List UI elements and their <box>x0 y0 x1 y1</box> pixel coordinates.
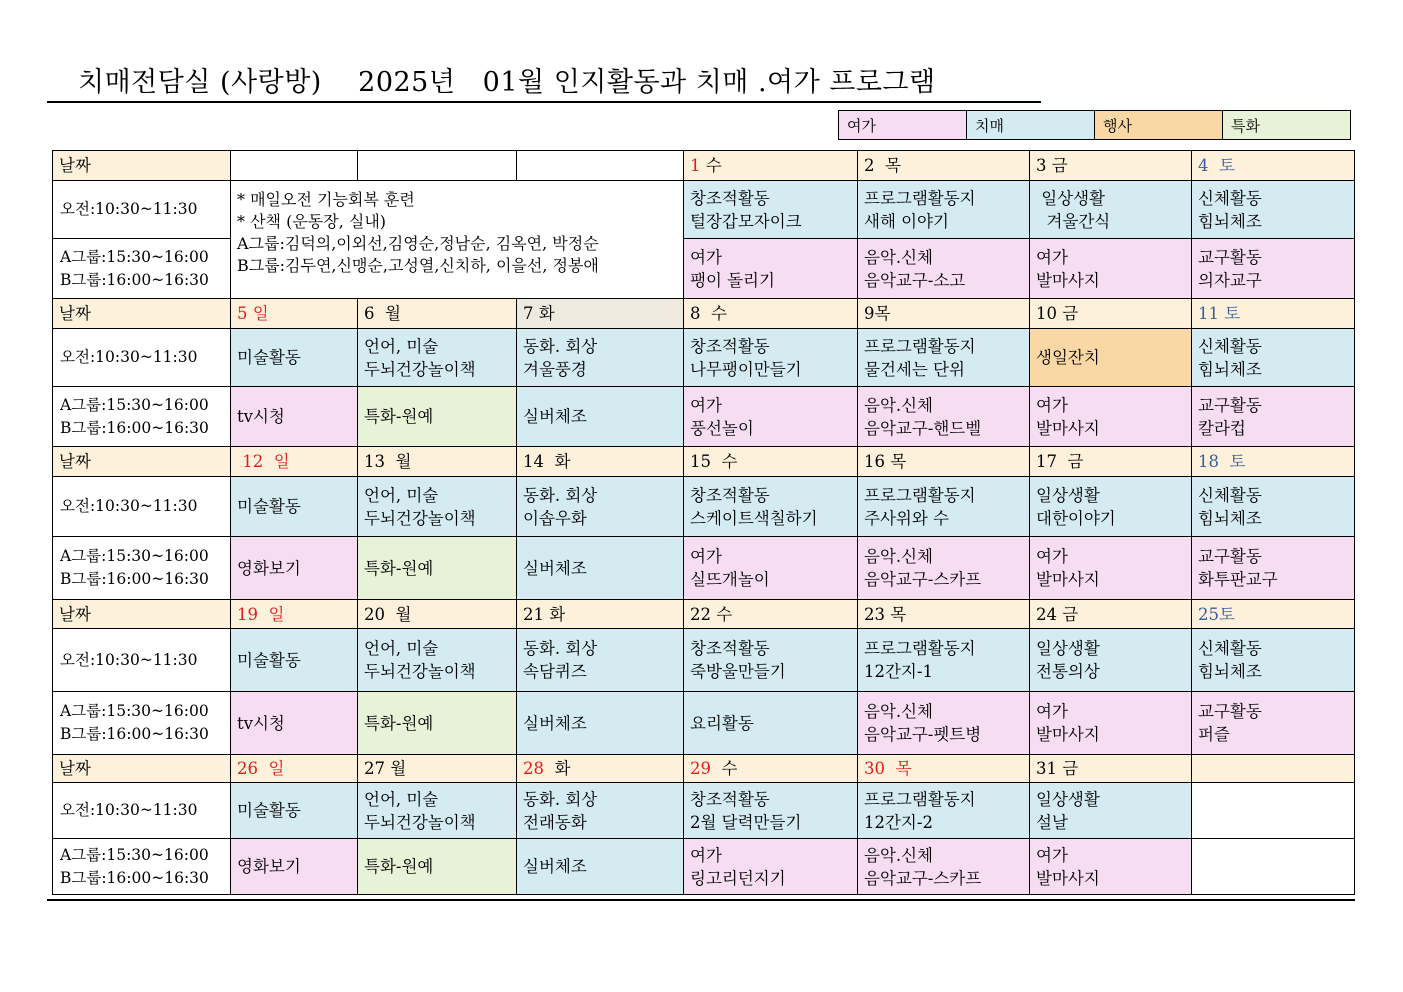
activity-line: 일상생활 <box>1036 188 1106 208</box>
legend-teukhwa: 특화 <box>1223 111 1351 140</box>
activity-line: 나무팽이만들기 <box>690 359 802 379</box>
date-row <box>53 299 1355 329</box>
date-text: 11 토 <box>1198 304 1241 323</box>
activity-line: 의자교구 <box>1198 270 1262 290</box>
page-title: 치매전담실 (사랑방) 2025년 01월 인지활동과 치매 .여가 프로그램 <box>78 67 936 98</box>
afternoon-activity <box>231 839 358 895</box>
date-row <box>53 600 1355 629</box>
date-row <box>53 151 1355 181</box>
afternoon-activity <box>1030 387 1192 447</box>
morning-activity <box>1192 477 1355 537</box>
activity-line: 교구활동 <box>1198 547 1262 566</box>
date-label: 날짜 <box>53 447 231 477</box>
date-cell <box>684 755 858 783</box>
activity-line: 음악교구-소고 <box>864 270 966 290</box>
date-cell <box>358 755 517 783</box>
date-row <box>53 755 1355 783</box>
morning-time: 오전:10:30~11:30 <box>53 783 231 839</box>
date-text: 27 월 <box>364 759 407 778</box>
activity-line: 동화. 회상 <box>523 639 598 658</box>
date-text: 19 일 <box>237 604 285 624</box>
morning-activity <box>858 477 1030 537</box>
afternoon-activity <box>231 387 358 447</box>
legend-yeoga: 여가 <box>839 111 967 140</box>
activity-line: 특화-원예 <box>364 407 434 426</box>
morning-row <box>53 629 1355 692</box>
date-cell <box>517 447 684 477</box>
activity-line: 발마사지 <box>1036 270 1100 290</box>
group-time: A그룹:15:30~16:00 <box>60 547 209 565</box>
morning-time: 오전:10:30~11:30 <box>53 329 231 387</box>
date-cell <box>1192 447 1355 477</box>
date-text: 25토 <box>1198 604 1235 624</box>
activity-line: 요리활동 <box>690 713 754 733</box>
morning-activity <box>231 629 358 692</box>
group-time: B그룹:16:00~16:30 <box>60 418 209 437</box>
afternoon-activity <box>1030 839 1192 895</box>
morning-activity <box>1192 329 1355 387</box>
activity-line: 주사위와 수 <box>864 508 949 528</box>
activity-line: 대한이야기 <box>1036 508 1116 528</box>
afternoon-activity <box>1030 239 1192 299</box>
morning-activity <box>684 477 858 537</box>
activity-line: 전래동화 <box>523 812 587 832</box>
activity-line: 음악교구-핸드벨 <box>864 418 982 438</box>
activity-line: 두뇌건강놀이책 <box>364 508 476 528</box>
date-text: 17 금 <box>1036 452 1084 471</box>
activity-line: 여가 <box>1036 547 1068 566</box>
activity-line: 힘뇌체조 <box>1198 508 1262 528</box>
activity-line: 언어, 미술 <box>364 789 439 809</box>
note-line: A그룹:김덕의,이외선,김영순,정남순, 김옥연, 박정순 <box>237 234 599 253</box>
activity-line: 생일잔치 <box>1036 348 1100 367</box>
activity-line: 언어, 미술 <box>364 336 439 356</box>
date-text: 23 목 <box>864 604 907 624</box>
activity-line: 미술활동 <box>237 650 301 670</box>
morning-activity <box>517 477 684 537</box>
date-text: 14 화 <box>523 452 571 471</box>
morning-time: 오전:10:30~11:30 <box>53 477 231 537</box>
date-text: 7 화 <box>523 304 555 323</box>
activity-line: 음악교구-펫트병 <box>864 725 982 744</box>
activity-line: 프로그램활동지 <box>864 188 976 208</box>
morning-activity <box>517 629 684 692</box>
afternoon-row <box>53 537 1355 600</box>
activity-line: 설날 <box>1036 812 1068 832</box>
activity-line: 특화-원예 <box>364 558 434 578</box>
activity-line: tv시청 <box>237 713 285 733</box>
date-text: 24 금 <box>1036 604 1079 624</box>
date-cell <box>858 151 1030 181</box>
group-time: B그룹:16:00~16:30 <box>60 270 209 289</box>
activity-line: 발마사지 <box>1036 725 1100 744</box>
morning-activity <box>358 629 517 692</box>
date-text: 3 금 <box>1036 156 1068 175</box>
activity-line: 퍼즐 <box>1198 725 1230 744</box>
activity-line: 스케이트색칠하기 <box>690 508 818 528</box>
date-number: 29 <box>690 759 711 778</box>
activity-line: 일상생활 <box>1036 639 1100 658</box>
activity-line: 동화. 회상 <box>523 789 598 809</box>
activity-line: 음악.신체 <box>864 247 934 267</box>
activity-line: 창조적활동 <box>690 188 770 208</box>
date-cell <box>517 755 684 783</box>
activity-line: 실버체조 <box>523 713 587 733</box>
activity-line: 여가 <box>690 395 722 415</box>
afternoon-activity <box>684 692 858 755</box>
schedule-table <box>52 150 1355 895</box>
date-row <box>53 447 1355 477</box>
group-time: A그룹:15:30~16:00 <box>60 395 209 414</box>
date-text: 30 목 <box>864 759 912 778</box>
morning-activity <box>358 783 517 839</box>
date-text: 26 일 <box>237 759 285 778</box>
date-cell <box>1030 299 1192 329</box>
date-cell <box>858 755 1030 783</box>
activity-line: 12간지-2 <box>864 812 933 832</box>
activity-line: 미술활동 <box>237 348 301 367</box>
group-time: B그룹:16:00~16:30 <box>60 570 209 588</box>
activity-line: 두뇌건강놀이책 <box>364 359 476 379</box>
morning-activity <box>1192 629 1355 692</box>
morning-activity <box>1030 329 1192 387</box>
date-text: 2 목 <box>864 156 901 175</box>
group-time: B그룹:16:00~16:30 <box>60 725 209 743</box>
activity-line: 두뇌건강놀이책 <box>364 662 476 681</box>
morning-activity <box>1030 629 1192 692</box>
afternoon-activity <box>358 537 517 600</box>
date-text: 20 월 <box>364 604 412 624</box>
morning-activity <box>684 629 858 692</box>
morning-activity <box>684 783 858 839</box>
morning-activity <box>1030 783 1192 839</box>
activity-line: 여가 <box>1036 395 1068 415</box>
date-cell <box>517 151 684 181</box>
morning-activity <box>231 783 358 839</box>
afternoon-activity <box>1030 537 1192 600</box>
morning-row <box>53 329 1355 387</box>
afternoon-activity <box>1192 839 1355 895</box>
morning-activity <box>1192 181 1355 239</box>
activity-line: 힘뇌체조 <box>1198 359 1262 379</box>
afternoon-activity <box>684 387 858 447</box>
activity-line: 일상생활 <box>1036 789 1100 809</box>
activity-line: 칼라컵 <box>1198 418 1246 438</box>
date-text: 22 수 <box>690 604 733 624</box>
group-time: A그룹:15:30~16:00 <box>60 247 209 266</box>
date-number: 1 <box>690 156 701 175</box>
activity-line: 언어, 미술 <box>364 485 439 505</box>
activity-line: 여가 <box>690 247 722 267</box>
color-legend <box>838 110 1351 140</box>
date-cell <box>231 755 358 783</box>
afternoon-activity <box>231 692 358 755</box>
morning-activity <box>1030 477 1192 537</box>
afternoon-activity <box>858 537 1030 600</box>
afternoon-activity <box>858 239 1030 299</box>
date-cell <box>517 299 684 329</box>
morning-activity <box>858 629 1030 692</box>
activity-line: 영화보기 <box>237 558 301 578</box>
activity-line: 여가 <box>690 547 722 566</box>
activity-line: 힘뇌체조 <box>1198 211 1262 231</box>
activity-line: 이솝우화 <box>523 508 587 528</box>
activity-line: 교구활동 <box>1198 247 1262 267</box>
date-label: 날짜 <box>53 299 231 329</box>
activity-line: 여가 <box>1036 247 1068 267</box>
afternoon-activity <box>517 692 684 755</box>
date-text: 21 화 <box>523 604 566 624</box>
activity-line: 프로그램활동지 <box>864 336 976 356</box>
legend-event: 행사 <box>1095 111 1223 140</box>
morning-activity <box>358 477 517 537</box>
date-text <box>523 759 570 778</box>
morning-activity <box>231 477 358 537</box>
activity-line: 언어, 미술 <box>364 639 439 658</box>
date-text: 13 월 <box>364 452 412 471</box>
date-cell <box>231 299 358 329</box>
activity-line: 전통의상 <box>1036 662 1100 681</box>
activity-line: 교구활동 <box>1198 395 1262 415</box>
activity-line: 프로그램활동지 <box>864 789 976 809</box>
activity-line: 동화. 회상 <box>523 485 598 505</box>
date-text: 8 수 <box>690 304 727 323</box>
date-cell <box>684 447 858 477</box>
date-text: 10 금 <box>1036 304 1079 323</box>
morning-time: 오전:10:30~11:30 <box>53 629 231 692</box>
afternoon-time <box>53 537 231 600</box>
afternoon-activity <box>684 839 858 895</box>
activity-line: 12간지-1 <box>864 662 933 681</box>
afternoon-row <box>53 839 1355 895</box>
date-cell <box>1192 151 1355 181</box>
activity-line: 영화보기 <box>237 857 301 876</box>
group-time: B그룹:16:00~16:30 <box>60 868 209 887</box>
date-text: 9목 <box>864 304 891 323</box>
date-cell <box>1192 755 1355 783</box>
date-cell <box>231 600 358 629</box>
activity-line: 겨울간식 <box>1036 211 1111 231</box>
afternoon-activity <box>1192 239 1355 299</box>
activity-line: 신체활동 <box>1198 485 1262 505</box>
date-number: 28 <box>523 759 544 778</box>
date-text: 5 일 <box>237 304 269 323</box>
activity-line: 속담퀴즈 <box>523 662 587 681</box>
morning-activity <box>684 329 858 387</box>
date-text <box>690 156 722 175</box>
activity-line: 교구활동 <box>1198 702 1262 721</box>
morning-row <box>53 181 1355 239</box>
date-cell <box>858 600 1030 629</box>
activity-line: 발마사지 <box>1036 868 1100 888</box>
bottom-rule <box>47 899 1355 901</box>
legend-chimae: 치매 <box>967 111 1095 140</box>
date-text: 16 목 <box>864 452 907 471</box>
morning-activity <box>358 329 517 387</box>
activity-line: 미술활동 <box>237 801 301 820</box>
afternoon-activity <box>858 387 1030 447</box>
activity-line: 동화. 회상 <box>523 336 598 356</box>
morning-activity <box>231 329 358 387</box>
afternoon-activity <box>358 839 517 895</box>
date-cell <box>358 151 517 181</box>
activity-line: 일상생활 <box>1036 485 1100 505</box>
activity-line: 음악.신체 <box>864 702 934 721</box>
date-cell <box>231 151 358 181</box>
date-cell <box>358 299 517 329</box>
activity-line: 음악.신체 <box>864 845 934 865</box>
afternoon-activity <box>231 537 358 600</box>
afternoon-activity <box>358 387 517 447</box>
activity-line: 특화-원예 <box>364 713 434 733</box>
activity-line: 프로그램활동지 <box>864 485 976 505</box>
activity-line: 음악.신체 <box>864 547 934 566</box>
group-time: A그룹:15:30~16:00 <box>60 845 209 864</box>
date-cell <box>1030 447 1192 477</box>
date-text: 18 토 <box>1198 452 1246 471</box>
activity-line: 창조적활동 <box>690 789 770 809</box>
activity-line: 특화-원예 <box>364 857 434 876</box>
date-cell <box>1030 755 1192 783</box>
activity-line: 풍선놀이 <box>690 418 754 438</box>
afternoon-activity <box>684 239 858 299</box>
date-cell <box>358 447 517 477</box>
date-cell <box>1030 600 1192 629</box>
date-cell <box>858 447 1030 477</box>
activity-line: 겨울풍경 <box>523 359 587 379</box>
activity-line: 창조적활동 <box>690 336 770 356</box>
date-cell <box>684 151 858 181</box>
date-text: 6 월 <box>364 304 401 323</box>
activity-line: 발마사지 <box>1036 418 1100 438</box>
program-notes <box>231 181 684 299</box>
date-label: 날짜 <box>53 600 231 629</box>
morning-activity <box>517 329 684 387</box>
afternoon-time <box>53 387 231 447</box>
activity-line: 털장갑모자이크 <box>690 211 802 231</box>
activity-line: 두뇌건강놀이책 <box>364 812 476 832</box>
activity-line: 힘뇌체조 <box>1198 662 1262 681</box>
activity-line: 팽이 돌리기 <box>690 270 775 290</box>
date-cell <box>858 299 1030 329</box>
date-text: 4 토 <box>1198 156 1235 175</box>
morning-activity <box>1030 181 1192 239</box>
activity-line: 미술활동 <box>237 497 301 516</box>
afternoon-time <box>53 839 231 895</box>
date-cell <box>1192 299 1355 329</box>
afternoon-activity <box>1192 692 1355 755</box>
afternoon-activity <box>1192 537 1355 600</box>
morning-row <box>53 783 1355 839</box>
activity-line: 신체활동 <box>1198 639 1262 658</box>
date-text: 12 일 <box>237 452 290 471</box>
note-line: * 매일오전 기능회복 훈련 <box>237 190 415 209</box>
activity-line: 음악.신체 <box>864 395 934 415</box>
activity-line: 창조적활동 <box>690 485 770 505</box>
afternoon-activity <box>358 692 517 755</box>
activity-line: 신체활동 <box>1198 336 1262 356</box>
date-label: 날짜 <box>53 151 231 181</box>
morning-activity <box>684 181 858 239</box>
date-cell <box>517 600 684 629</box>
afternoon-row <box>53 387 1355 447</box>
activity-line: 새해 이야기 <box>864 211 949 231</box>
afternoon-activity <box>858 692 1030 755</box>
activity-line: 2월 달력만들기 <box>690 812 802 832</box>
date-cell <box>684 299 858 329</box>
date-cell <box>358 600 517 629</box>
morning-activity <box>858 181 1030 239</box>
date-cell <box>684 600 858 629</box>
activity-line: 음악교구-스카프 <box>864 570 982 589</box>
note-line: B그룹:김두연,신맹순,고성열,신치하, 이을선, 정봉애 <box>237 256 599 275</box>
activity-line: 실버체조 <box>523 407 587 426</box>
date-cell <box>1192 600 1355 629</box>
activity-line: 죽방울만들기 <box>690 662 786 681</box>
date-label: 날짜 <box>53 755 231 783</box>
group-time: A그룹:15:30~16:00 <box>60 702 209 720</box>
date-text <box>690 759 737 778</box>
date-text: 15 수 <box>690 452 738 471</box>
activity-line: 여가 <box>1036 845 1068 865</box>
title-underline <box>47 101 1041 103</box>
afternoon-activity <box>684 537 858 600</box>
afternoon-activity <box>1192 387 1355 447</box>
activity-line: 실버체조 <box>523 558 587 578</box>
activity-line: 발마사지 <box>1036 570 1100 589</box>
afternoon-activity <box>517 537 684 600</box>
morning-activity <box>1192 783 1355 839</box>
activity-line: 링고리던지기 <box>690 868 786 888</box>
morning-activity <box>517 783 684 839</box>
activity-line: 음악교구-스카프 <box>864 868 982 888</box>
afternoon-activity <box>517 839 684 895</box>
morning-time: 오전:10:30~11:30 <box>53 181 231 239</box>
afternoon-row <box>53 692 1355 755</box>
morning-activity <box>858 329 1030 387</box>
activity-line: 창조적활동 <box>690 639 770 658</box>
date-cell <box>231 447 358 477</box>
afternoon-time <box>53 692 231 755</box>
morning-activity <box>858 783 1030 839</box>
afternoon-activity <box>1030 692 1192 755</box>
activity-line: 실뜨개놀이 <box>690 570 770 589</box>
afternoon-activity <box>517 387 684 447</box>
activity-line: tv시청 <box>237 407 285 426</box>
date-cell <box>1030 151 1192 181</box>
activity-line: 화투판교구 <box>1198 570 1278 589</box>
activity-line: 실버체조 <box>523 857 587 876</box>
activity-line: 프로그램활동지 <box>864 639 976 658</box>
note-line: * 산책 (운동장, 실내) <box>237 212 387 231</box>
afternoon-time <box>53 239 231 299</box>
date-weekday: 화 <box>544 759 571 778</box>
date-text: 31 금 <box>1036 759 1079 778</box>
date-weekday: 수 <box>700 156 722 175</box>
date-weekday: 수 <box>711 759 738 778</box>
activity-line: 여가 <box>690 845 722 865</box>
activity-line: 여가 <box>1036 702 1068 721</box>
afternoon-activity <box>858 839 1030 895</box>
activity-line: 신체활동 <box>1198 188 1262 208</box>
activity-line: 물건세는 단위 <box>864 359 965 379</box>
morning-row <box>53 477 1355 537</box>
